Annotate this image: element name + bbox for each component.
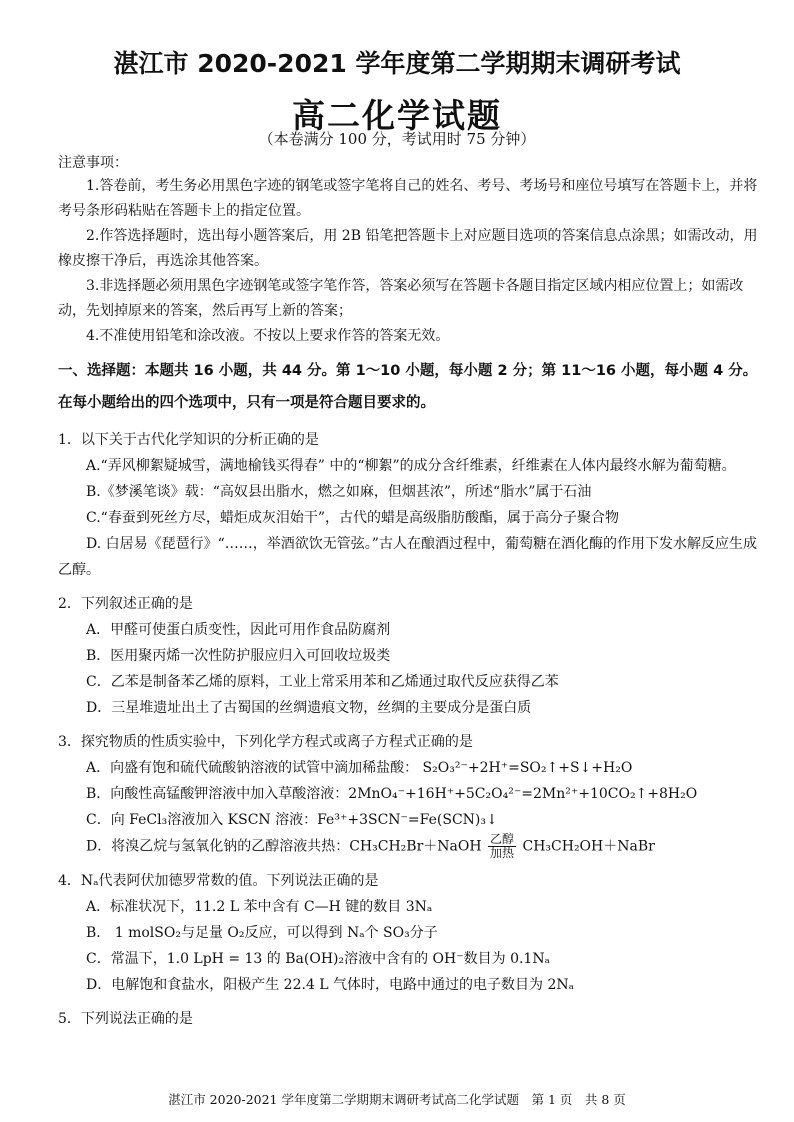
question-stem: 1．以下关于古代化学知识的分析正确的是 bbox=[58, 432, 319, 448]
option-d-reactants: D．将溴乙烷与氢氧化钠的乙醇溶液共热：CH₃CH₂Br＋NaOH bbox=[86, 838, 482, 855]
option-b: B.《梦溪笔谈》载：“高奴县出脂水，燃之如麻，但烟甚浓”，所述“脂水”属于石油 bbox=[86, 484, 592, 500]
question-5 bbox=[58, 1006, 758, 1032]
exam-content bbox=[58, 152, 758, 1032]
option-b: B．向酸性高锰酸钾溶液中加入草酸溶液：2MnO₄⁻+16H⁺+5C₂O₄²⁻=2Mn²⁺+10CO₂↑+8H₂O bbox=[86, 786, 698, 802]
reaction-condition-arrow bbox=[488, 833, 516, 860]
question-4 bbox=[58, 868, 758, 998]
question-stem: 4．Nₐ代表阿伏加德罗常数的值。下列说法正确的是 bbox=[58, 873, 379, 889]
notice-item: 3.非选择题必须用黑色字迹钢笔或签字笔作答，答案必须写在答题卡各题目指定区域内相应位置上；如需改动，先划掉原来的答案，然后再写上新的答案； bbox=[58, 278, 744, 319]
question-stem: 5．下列说法正确的是 bbox=[58, 1011, 193, 1027]
option-d: D．三星堆遗址出土了古蜀国的丝绸遗痕文物，丝绸的主要成分是蛋白质 bbox=[86, 700, 532, 716]
option-b: B．医用聚丙烯一次性防护服应归入可回收垃圾类 bbox=[86, 648, 391, 664]
option-c: C．向 FeCl₃溶液加入 KSCN 溶液：Fe³⁺+3SCN⁻=Fe(SCN)₃↓ bbox=[86, 812, 498, 828]
question-3 bbox=[58, 729, 758, 860]
notice-block bbox=[58, 152, 758, 349]
option-a: A．向盛有饱和硫代硫酸钠溶液的试管中滴加稀盐酸： S₂O₃²⁻+2H⁺=SO₂↑+S↓+H₂O bbox=[86, 760, 633, 776]
question-stem: 3．探究物质的性质实验中，下列化学方程式或离子方程式正确的是 bbox=[58, 734, 473, 750]
section-heading: 一、选择题：本题共 16 小题，共 44 分。第 1～10 小题，每小题 2 分；第 11～16 小题，每小题 4 分。在每小题给出的四个选项中，只有一项是符合题目要求的。 bbox=[58, 363, 758, 411]
condition-bottom: 加热 bbox=[490, 846, 515, 860]
option-c: C．乙苯是制备苯乙烯的原料，工业上常采用苯和乙烯通过取代反应获得乙苯 bbox=[86, 674, 559, 690]
question-1 bbox=[58, 427, 758, 583]
question-stem: 2．下列叙述正确的是 bbox=[58, 596, 193, 612]
option-d-products: CH₃CH₂OH＋NaBr bbox=[522, 838, 655, 855]
option-a: A．标准状况下，11.2 L 苯中含有 C—H 键的数目 3Nₐ bbox=[86, 899, 433, 915]
question-2 bbox=[58, 591, 758, 721]
option-b: B． 1 molSO₂与足量 O₂反应，可以得到 Nₐ个 SO₃分子 bbox=[86, 925, 438, 941]
notice-item: 1.答卷前，考生务必用黑色字迹的钢笔或签字笔将自己的姓名、考号、考场号和座位号填写在答题卡上，并将考号条形码粘贴在答题卡上的指定位置。 bbox=[58, 178, 758, 219]
option-d: D. 白居易《琵琶行》“……，举酒欲饮无管弦。”古人在酿酒过程中，葡萄糖在酒化酶的作用下发水解反应生成乙醇。 bbox=[58, 536, 757, 578]
subject-title: 高二化学试题 bbox=[292, 96, 502, 135]
notice-item: 2.作答选择题时，选出每小题答案后，用 2B 铅笔把答题卡上对应题目选项的答案信息点涂黑；如需改动，用橡皮擦干净后，再选涂其他答案。 bbox=[58, 228, 758, 269]
option-c: C.“春蚕到死丝方尽，蜡炬成灰泪始干”，古代的蜡是高级脂肪酸酯，属于高分子聚合物 bbox=[86, 510, 619, 526]
page-footer: 湛江市 2020-2021 学年度第二学期期末调研考试高二化学试题 第 1 页 共 8 页 bbox=[168, 1092, 626, 1107]
exam-subtitle: （本卷满分 100 分，考试用时 75 分钟） bbox=[258, 130, 536, 148]
option-c: C．常温下，1.0 LpH = 13 的 Ba(OH)₂溶液中含有的 OH⁻数目为 0.1Nₐ bbox=[86, 951, 550, 967]
notice-item: 4.不准使用铅笔和涂改液。不按以上要求作答的答案无效。 bbox=[86, 328, 450, 344]
option-a: A.“弄风柳絮疑城雪，满地榆钱买得春” 中的“柳絮”的成分含纤维素，纤维素在人体内最终水解为葡萄糖。 bbox=[86, 458, 736, 474]
option-d: D．电解饱和食盐水，阳极产生 22.4 L 气体时，电路中通过的电子数目为 2Nₐ bbox=[86, 977, 575, 993]
option-d bbox=[58, 833, 758, 860]
condition-top: 乙醇 bbox=[490, 832, 515, 846]
option-a: A．甲醛可使蛋白质变性，因此可用作食品防腐剂 bbox=[86, 622, 391, 638]
notice-heading: 注意事项： bbox=[58, 155, 128, 171]
exam-title: 湛江市 2020-2021 学年度第二学期期末调研考试 bbox=[113, 49, 681, 78]
